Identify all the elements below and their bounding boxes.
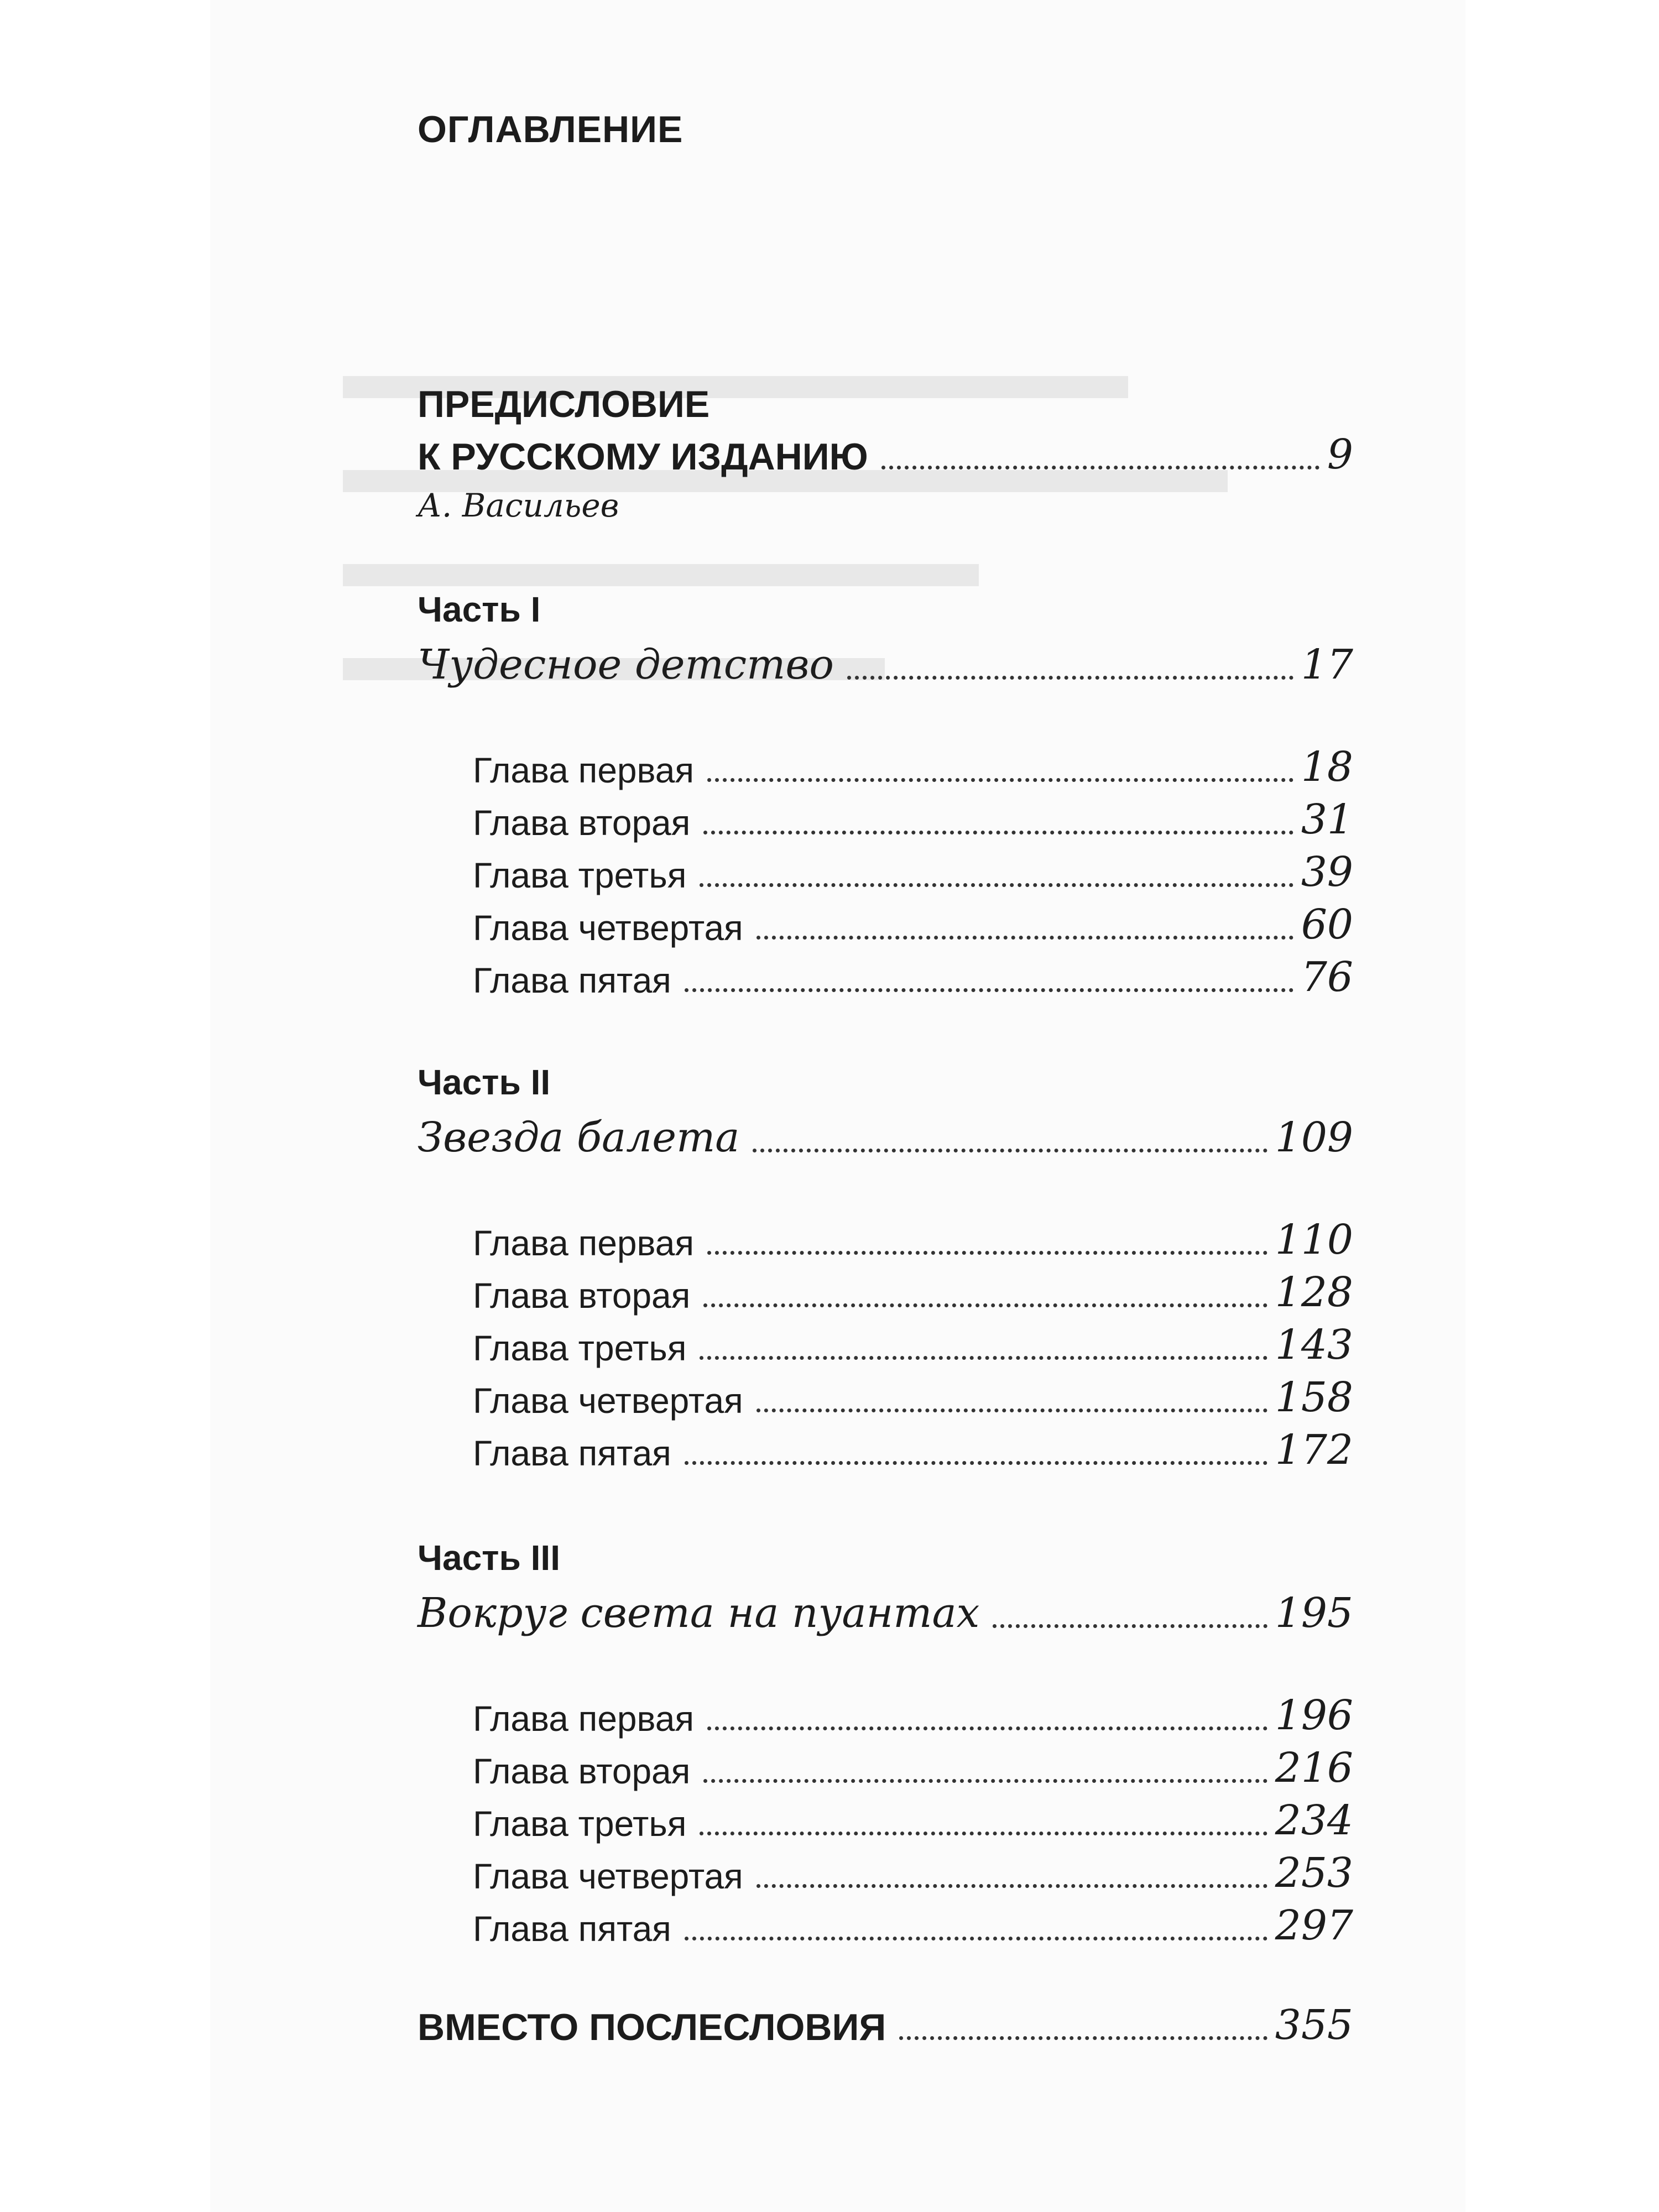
chapter-label: Глава пятая	[473, 1433, 671, 1473]
dot-leader	[847, 676, 1293, 680]
chapter-label: Глава пятая	[473, 961, 671, 1000]
page-number: 39	[1301, 848, 1353, 896]
dot-leader	[700, 883, 1293, 887]
toc-heading: ОГЛАВЛЕНИЕ	[418, 108, 684, 150]
page-number: 128	[1275, 1269, 1353, 1316]
preface-title-line-1: ПРЕДИСЛОВИЕ	[418, 383, 710, 425]
page-number: 31	[1301, 796, 1353, 843]
chapter-label: Глава четвертая	[473, 1381, 743, 1421]
toc-entry-chapter[interactable]	[473, 896, 1353, 948]
dot-leader	[703, 831, 1293, 834]
page-number: 196	[1275, 1692, 1353, 1739]
page-number: 355	[1275, 2001, 1353, 2049]
chapter-label: Глава третья	[473, 1328, 687, 1368]
chapter-label: Глава четвертая	[473, 908, 743, 948]
part-title: Чудесное детство	[418, 641, 834, 688]
chapter-label: Глава вторая	[473, 1751, 691, 1791]
toc-entry-part-3[interactable]	[418, 1584, 1353, 1637]
toc-entry-chapter[interactable]	[473, 1844, 1353, 1897]
page-number: 9	[1327, 431, 1353, 478]
page-number: 17	[1301, 641, 1353, 688]
toc-entry-chapter[interactable]	[473, 1316, 1353, 1369]
toc-entry-chapter[interactable]	[473, 1211, 1353, 1264]
dot-leader	[899, 2036, 1267, 2040]
chapter-label: Глава третья	[473, 855, 687, 895]
dot-leader	[700, 1356, 1267, 1360]
page-number: 143	[1275, 1321, 1353, 1369]
preface-line-1[interactable]	[418, 373, 1353, 426]
toc-entry-chapter[interactable]	[473, 1369, 1353, 1421]
dot-leader	[757, 936, 1293, 940]
toc-entry-chapter[interactable]	[473, 1264, 1353, 1316]
toc-entry-chapter[interactable]	[473, 948, 1353, 1001]
part-label-3: Часть III	[418, 1538, 560, 1578]
page-number: 158	[1275, 1374, 1353, 1421]
preface-author: А. Васильев	[418, 487, 619, 524]
toc-entry-preface[interactable]	[418, 426, 1353, 478]
page-number: 216	[1275, 1744, 1353, 1792]
preface-title-line-2: К РУССКОМУ ИЗДАНИЮ	[418, 436, 868, 478]
dot-leader	[685, 1461, 1267, 1465]
toc-entry-chapter[interactable]	[473, 738, 1353, 791]
page-number: 18	[1301, 743, 1353, 791]
page-number: 60	[1301, 901, 1353, 948]
dot-leader	[881, 466, 1319, 469]
dot-leader	[685, 988, 1293, 992]
dot-leader	[703, 1779, 1267, 1783]
afterword-title: ВМЕСТО ПОСЛЕСЛОВИЯ	[418, 2006, 886, 2048]
toc-entry-chapter[interactable]	[473, 843, 1353, 896]
dot-leader	[707, 1726, 1267, 1730]
chapter-label: Глава первая	[473, 1223, 695, 1263]
chapter-label: Глава пятая	[473, 1909, 671, 1949]
dot-leader	[707, 1251, 1267, 1255]
chapter-label: Глава третья	[473, 1804, 687, 1844]
dot-leader	[685, 1937, 1267, 1940]
toc-entry-chapter[interactable]	[473, 1421, 1353, 1474]
dot-leader	[700, 1832, 1267, 1835]
page-number: 76	[1301, 953, 1353, 1001]
dot-leader	[993, 1624, 1267, 1628]
dot-leader	[707, 778, 1293, 782]
page-number: 297	[1275, 1902, 1353, 1949]
chapter-label: Глава первая	[473, 1699, 695, 1739]
dot-leader	[757, 1884, 1267, 1888]
toc-entry-chapter[interactable]	[473, 1792, 1353, 1844]
page-number: 253	[1275, 1849, 1353, 1897]
toc-entry-chapter[interactable]	[473, 1897, 1353, 1949]
part-title: Вокруг света на пуантах	[418, 1589, 980, 1637]
chapter-label: Глава первая	[473, 750, 695, 790]
toc-entry-chapter[interactable]	[473, 1687, 1353, 1739]
part-label-1: Часть I	[418, 589, 541, 629]
page-number: 109	[1275, 1114, 1353, 1161]
chapter-label: Глава вторая	[473, 803, 691, 843]
chapter-label: Глава четвертая	[473, 1856, 743, 1896]
part-title: Звезда балета	[418, 1114, 740, 1161]
chapter-label: Глава вторая	[473, 1276, 691, 1316]
dot-leader	[753, 1149, 1267, 1152]
toc-entry-part-1[interactable]	[418, 636, 1353, 688]
toc-entry-afterword[interactable]	[418, 1996, 1353, 2049]
page-number: 234	[1275, 1797, 1353, 1844]
page-number: 172	[1275, 1426, 1353, 1474]
page-number: 110	[1275, 1216, 1353, 1264]
part-label-2: Часть II	[418, 1062, 551, 1102]
page-number: 195	[1275, 1589, 1353, 1637]
dot-leader	[703, 1303, 1267, 1307]
dot-leader	[757, 1408, 1267, 1412]
toc-entry-chapter[interactable]	[473, 791, 1353, 843]
toc-entry-chapter[interactable]	[473, 1739, 1353, 1792]
toc-entry-part-2[interactable]	[418, 1109, 1353, 1161]
